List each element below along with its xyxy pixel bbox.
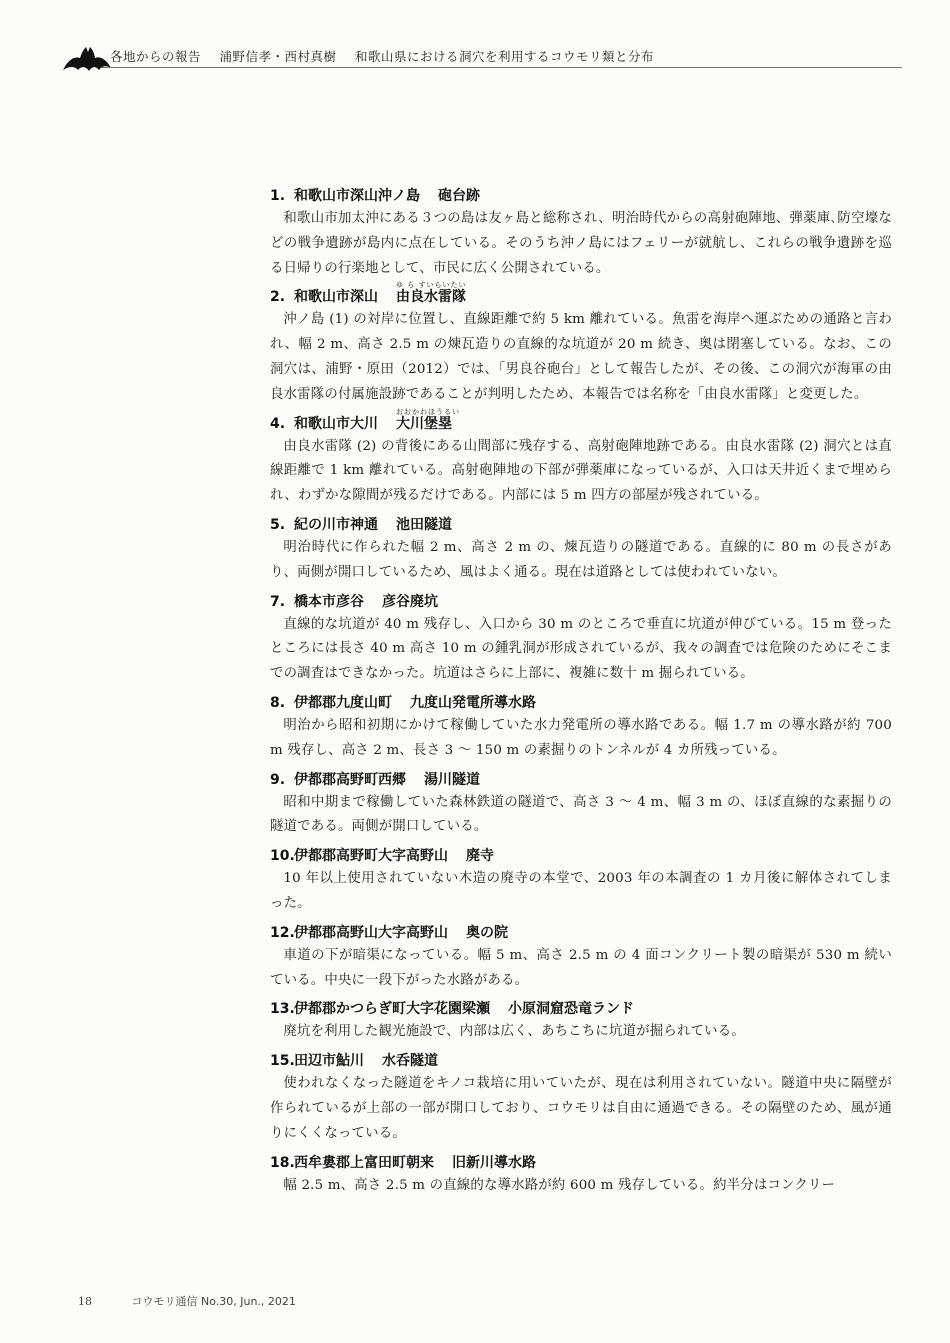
section-title [270,922,892,944]
section-body: 10 年以上使用されていない木造の廃寺の本堂で、2003 年の本調査の 1 カ月後に解体されてしまった。 [270,871,892,911]
section-title [270,591,892,613]
section-4 [270,407,892,509]
section-body: 昭和中期まで稼働していた森林鉄道の隧道で、高さ 3 ～ 4 m、幅 3 m の、ほぼ直線的な素掘りの隧道である。両側が開口している。 [270,794,892,835]
section-place: 伊都郡高野町西郷 [294,771,406,788]
section-place: 伊都郡九度山町 [294,694,392,711]
section-body: 由良水雷隊 (2) の背後にある山間部に残存する、高射砲陣地跡である。由良水雷隊 (2) 洞穴とは直線距離で 1 km 離れている。高射砲陣地の下部が弾薬庫になっているが、入口は天井近くまで埋められ、わずかな隙間が残るだけである。内部には 5 m 四方の部屋が残されている。 [270,438,892,504]
section-site [396,407,460,435]
section-number: 8. [270,694,286,711]
section-site [466,845,494,867]
section-place: 西牟婁郡上富田町朝来 [294,1154,434,1171]
section-body: 幅 2.5 m、高さ 2.5 m の直線的な導水路が約 600 m 残存している。約半分はコンクリー [283,1177,836,1193]
section-8 [270,692,892,764]
section-place: 伊都郡かつらぎ町大字花園梁瀬 [294,1001,490,1018]
section-site-name: 砲台跡 [438,188,480,204]
section-place: 伊都郡高野町大字高野山 [294,848,448,865]
section-site-name: 池田隧道 [396,516,452,533]
section-number: 15. [270,1053,295,1070]
section-title [270,998,892,1020]
section-title [270,185,892,207]
section-title [270,281,892,308]
section-title [270,407,892,435]
section-2 [270,281,892,407]
header-rule [102,67,902,68]
section-site [396,514,452,536]
section-number: 12. [270,924,295,941]
section-5 [270,514,892,586]
section-place: 和歌山市深山沖ノ島 [294,188,420,204]
section-place: 田辺市鮎川 [294,1053,364,1070]
section-title [270,769,892,791]
section-number: 10. [270,848,295,865]
section-site [508,998,634,1020]
section-number: 5. [270,516,286,533]
section-1 [270,185,892,281]
section-title [270,514,892,536]
section-place: 伊都郡高野山大字高野山 [294,924,448,941]
section-12 [270,922,892,994]
section-site-ruby: おおかわほうるい [396,407,460,416]
section-site [382,591,438,613]
section-title [270,692,892,714]
section-site [396,281,467,308]
page-footer [78,1293,296,1309]
section-7 [270,591,892,687]
section-place: 和歌山市深山 [294,289,378,306]
section-body: 明治時代に作られた幅 2 m、高さ 2 m の、煉瓦造りの隧道である。直線的に 80 m の長さがあり、両側が開口しているため、風はよく通る。現在は道路としては使われていない。 [270,539,892,580]
section-number: 7. [270,593,286,610]
section-title [270,1152,892,1174]
bat-icon [62,44,112,74]
section-place: 和歌山市大川 [294,415,378,432]
section-site-ruby: ゆ ら すいらいたい [396,281,467,290]
section-body: 廃坑を利用した観光施設で、内部は広く、あちこちに坑道が掘られている。 [283,1024,745,1040]
section-body: 沖ノ島 (1) の対岸に位置し、直線距離で約 5 km 離れている。魚雷を海岸へ運ぶための通路と言われ、幅 2 m、高さ 2.5 m の煉瓦造りの直線的な坑道が 20 m 続き、奥は閉塞している。なお、この洞穴は、浦野・原田（2012）では、「男良谷砲台」として報告したが、その後、この洞穴が海軍の由良水雷隊の付属施設跡であることが判明したため、本報告では名称を「由良水雷隊」と変更した。 [270,312,892,402]
section-site-name: 廃寺 [466,848,494,865]
section-site [466,922,508,944]
section-site-name: 湯川隧道 [424,771,480,788]
header-section-label: 各地からの報告 [110,49,202,64]
section-site [438,185,480,207]
section-body: 使われなくなった隧道をキノコ栽培に用いていたが、現在は利用されていない。隧道中央に隔壁が作られているが上部の一部が開口しており、コウモリは自由に通過できる。その隔壁のため、風が通りにくくなっている。 [270,1076,892,1141]
section-13 [270,998,892,1045]
header-text [110,47,668,65]
section-number: 4. [270,415,286,432]
section-site [424,769,480,791]
section-site-name: 旧新川導水路 [452,1154,536,1171]
journal-citation: コウモリ通信 No.30, Jun., 2021 [131,1295,296,1308]
section-9 [270,769,892,841]
section-title [270,845,892,867]
section-site-name: 九度山発電所導水路 [410,694,536,711]
section-number: 9. [270,771,286,788]
section-15 [270,1050,892,1146]
section-site-name: 奥の院 [466,924,508,941]
section-site-name: 小原洞窟恐竜ランド [508,1001,634,1018]
section-body: 明治から昭和初期にかけて稼働していた水力発電所の導水路である。幅 1.7 m の導水路が約 700 m 残存し、高さ 2 m、長さ 3 ～ 150 m の素掘りのトンネルが 4 カ所残っている。 [270,717,892,758]
section-number: 18. [270,1154,295,1171]
section-number: 2. [270,289,286,306]
running-header [62,40,902,80]
page-number: 18 [78,1295,92,1308]
section-body: 和歌山市加太沖にある３つの島は友ヶ島と総称され、明治時代からの高射砲陣地、弾薬庫､防空壕などの戦争遺跡が島内に点在している。そのうち沖ノ島にはフェリーが就航し、これらの戦争遺跡を巡る日帰りの行楽地として、市民に広く公開されている。 [270,211,892,276]
section-site-name: 水呑隧道 [382,1053,438,1070]
header-authors: 浦野信孝・西村真樹 [219,49,337,64]
section-body: 車道の下が暗渠になっている。幅 5 m、高さ 2.5 m の 4 面コンクリート製の暗渠が 530 m 続いている。中央に一段下がった水路がある。 [270,947,892,988]
section-site-name: 由良水雷隊 [396,289,466,306]
section-10 [270,845,892,917]
section-number: 1. [270,188,286,204]
section-place: 紀の川市神通 [294,516,378,533]
section-site-name: 彦谷廃坑 [382,593,438,610]
section-number: 13. [270,1001,295,1018]
section-title [270,1050,892,1072]
section-place: 橋本市彦谷 [294,593,364,610]
section-site [452,1152,536,1174]
section-site [410,692,536,714]
main-content [270,180,892,1198]
section-body: 直線的な坑道が 40 m 残存し、入口から 30 m のところで垂直に坑道が伸びている。15 m 登ったところには長さ 40 m 高さ 10 m の鍾乳洞が形成されているが、我々の調査では危険のためにそこまでの調査はできなかった。坑道はさらに上部に、複雑に数十 m 掘られている。 [270,616,892,682]
section-site-name: 大川堡塁 [396,415,452,432]
header-article-title: 和歌山県における洞穴を利用するコウモリ類と分布 [355,49,655,64]
section-site [382,1050,438,1072]
section-18 [270,1152,892,1199]
